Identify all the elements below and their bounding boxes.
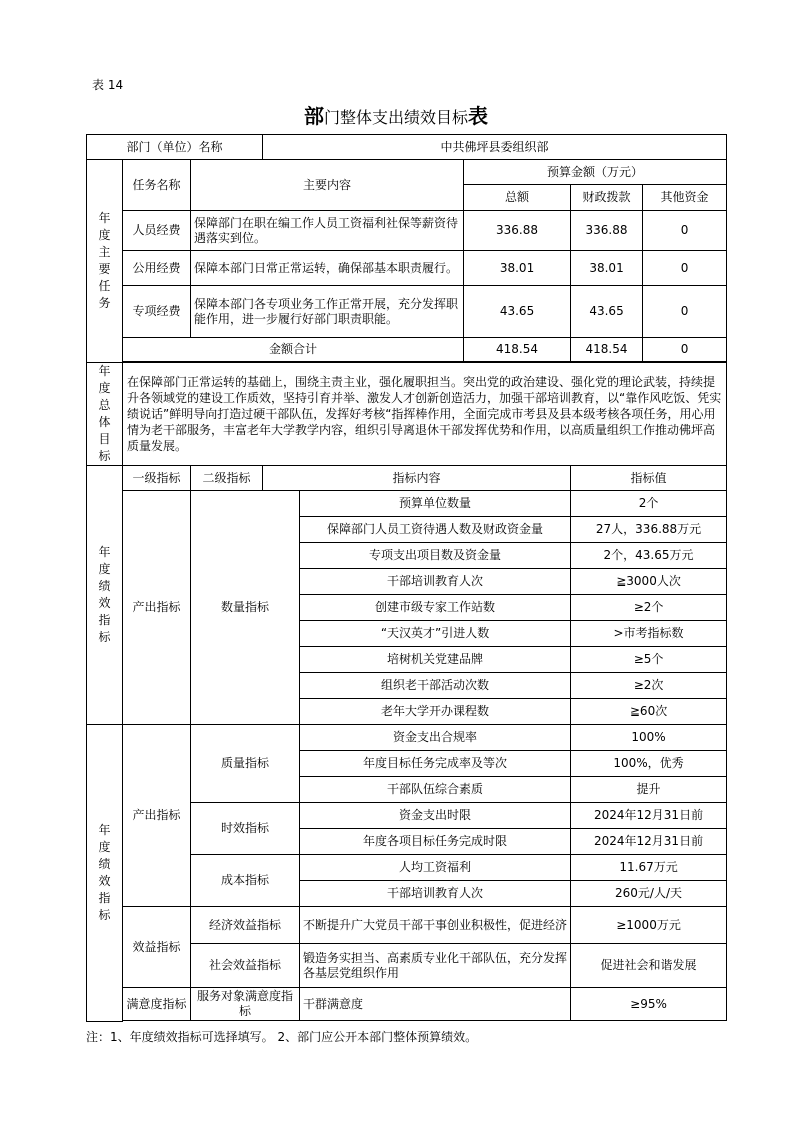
title-first-char: 部 — [303, 104, 324, 128]
task-other: 0 — [643, 251, 727, 286]
perf-content: 干部培训教育人次 — [300, 881, 571, 907]
title-middle: 门整体支出绩效目标 — [323, 108, 468, 127]
task-fiscal: 38.01 — [571, 251, 643, 286]
task-name-header: 任务名称 — [123, 160, 191, 211]
budget-total-header: 总额 — [464, 185, 571, 211]
perf-value: 27人，336.88万元 — [571, 517, 727, 543]
perf-value: ≥2个 — [571, 595, 727, 621]
goal-text: 在保障部门正常运转的基础上，围绕主责主业，强化履职担当。突出党的政治建设、强化党的理论武装，持续提升各领域党的建设工作质效，坚持引育并举、激发人才创新创造活力，加强干部培训教育，以“靠作风吃饭、凭实绩说话”鲜明导向打造过硬干部队伍，发挥好考核“指挥棒作用，全面完成市考县及县本级考核各项任务，用心用情为老干部服务，丰富老年大学教学内容，组织引导离退休干部发挥优势和作用，以高质量组织工作推动佛坪高质量发展。 — [123, 363, 727, 466]
perf1-side-label-text: 年度绩效指标 — [98, 545, 111, 644]
benefit-l1: 效益指标 — [123, 907, 191, 988]
task-content: 保障本部门各专项业务工作正常开展，充分发挥职能作用，进一步履行好部门职责职能。 — [191, 286, 464, 338]
perf-content: 资金支出时限 — [300, 803, 571, 829]
task-total: 38.01 — [464, 251, 571, 286]
task-other: 0 — [643, 286, 727, 338]
perf-value: 2024年12月31日前 — [571, 829, 727, 855]
perf-content: 不断提升广大党员干部干事创业积极性，促进经济 — [300, 907, 571, 944]
perf-content: 组织老干部活动次数 — [300, 673, 571, 699]
perf1-side-label — [87, 466, 123, 725]
perf-value: ≥2次 — [571, 673, 727, 699]
perf-content-header: 指标内容 — [263, 466, 571, 491]
sum-label: 金额合计 — [123, 338, 464, 362]
task-name: 公用经费 — [123, 251, 191, 286]
task-name: 人员经费 — [123, 211, 191, 251]
sum-other: 0 — [643, 338, 727, 362]
perf-value: 100% — [571, 725, 727, 751]
budget-other-header: 其他资金 — [643, 185, 727, 211]
perf-value: ≥5个 — [571, 647, 727, 673]
satis-l2: 服务对象满意度指标 — [191, 988, 300, 1021]
satis-l1: 满意度指标 — [123, 988, 191, 1021]
task-fiscal: 43.65 — [571, 286, 643, 338]
perf2-side-label-text: 年度绩效指标 — [98, 822, 111, 922]
page-title — [0, 100, 792, 129]
task-content-header: 主要内容 — [191, 160, 464, 211]
task-fiscal: 336.88 — [571, 211, 643, 251]
perf-content: “天汉英才”引进人数 — [300, 621, 571, 647]
perf-value-header: 指标值 — [571, 466, 727, 491]
perf-content: 保障部门人员工资待遇人数及财政资金量 — [300, 517, 571, 543]
quality-l2: 质量指标 — [191, 725, 300, 803]
perf-content: 年度各项目标任务完成时限 — [300, 829, 571, 855]
perf1-l1: 产出指标 — [123, 491, 191, 725]
perf2-output-l1: 产出指标 — [123, 725, 191, 907]
perf-value: 2024年12月31日前 — [571, 803, 727, 829]
perf-content: 老年大学开办课程数 — [300, 699, 571, 725]
task-total: 43.65 — [464, 286, 571, 338]
task-total: 336.88 — [464, 211, 571, 251]
social-l2: 社会效益指标 — [191, 944, 300, 988]
tasks-side-label — [87, 160, 123, 363]
perf-value: 11.67万元 — [571, 855, 727, 881]
perf-content: 创建市级专家工作站数 — [300, 595, 571, 621]
perf-content: 资金支出合规率 — [300, 725, 571, 751]
title-last-char: 表 — [468, 104, 488, 128]
perf-content: 培树机关党建品牌 — [300, 647, 571, 673]
perf-l2-header: 二级指标 — [191, 466, 263, 491]
perf-content: 预算单位数量 — [300, 491, 571, 517]
perf-value: ≥95% — [571, 988, 727, 1021]
tasks-side-label-text: 年度主要任务 — [98, 211, 111, 310]
perf-content: 干部培训教育人次 — [300, 569, 571, 595]
perf-value: 100%，优秀 — [571, 751, 727, 777]
perf-value: ≥1000万元 — [571, 907, 727, 944]
perf-value: >市考指标数 — [571, 621, 727, 647]
perf-value: ≧60次 — [571, 699, 727, 725]
perf-value: 260元/人/天 — [571, 881, 727, 907]
task-content: 保障部门在职在编工作人员工资福利社保等薪资待遇落实到位。 — [191, 211, 464, 251]
footnote: 注：1、年度绩效指标可选择填写。 2、部门应公开本部门整体预算绩效。 — [86, 1030, 478, 1044]
task-other: 0 — [643, 211, 727, 251]
dept-name-value: 中共佛坪县委组织部 — [263, 135, 727, 160]
econ-l2: 经济效益指标 — [191, 907, 300, 944]
perf-value: 2个，43.65万元 — [571, 543, 727, 569]
perf-content: 锻造务实担当、高素质专业化干部队伍，充分发挥各基层党组织作用 — [300, 944, 571, 988]
perf-value: 提升 — [571, 777, 727, 803]
perf-content: 人均工资福利 — [300, 855, 571, 881]
perf-content: 干部队伍综合素质 — [300, 777, 571, 803]
table-number: 表 14 — [92, 78, 124, 92]
sum-total: 418.54 — [464, 338, 571, 362]
task-content: 保障本部门日常正常运转，确保部基本职责履行。 — [191, 251, 464, 286]
cost-l2: 成本指标 — [191, 855, 300, 907]
budget-fiscal-header: 财政拨款 — [571, 185, 643, 211]
perf-value: 促进社会和谐发展 — [571, 944, 727, 988]
sum-fiscal: 418.54 — [571, 338, 643, 362]
perf-content: 专项支出项目数及资金量 — [300, 543, 571, 569]
dept-name-label: 部门（单位）名称 — [87, 135, 263, 160]
goal-side-label-text: 年度总体目标 — [98, 364, 111, 463]
time-l2: 时效指标 — [191, 803, 300, 855]
perf-l1-header: 一级指标 — [123, 466, 191, 491]
budget-header: 预算金额（万元） — [464, 160, 727, 185]
performance-table — [86, 134, 727, 1022]
perf-content: 年度目标任务完成率及等次 — [300, 751, 571, 777]
task-name: 专项经费 — [123, 286, 191, 338]
perf-content: 干群满意度 — [300, 988, 571, 1021]
perf1-l2: 数量指标 — [191, 491, 300, 725]
perf2-side-label — [87, 725, 123, 1022]
perf-value: ≧3000人次 — [571, 569, 727, 595]
goal-side-label — [87, 363, 123, 466]
perf-value: 2个 — [571, 491, 727, 517]
